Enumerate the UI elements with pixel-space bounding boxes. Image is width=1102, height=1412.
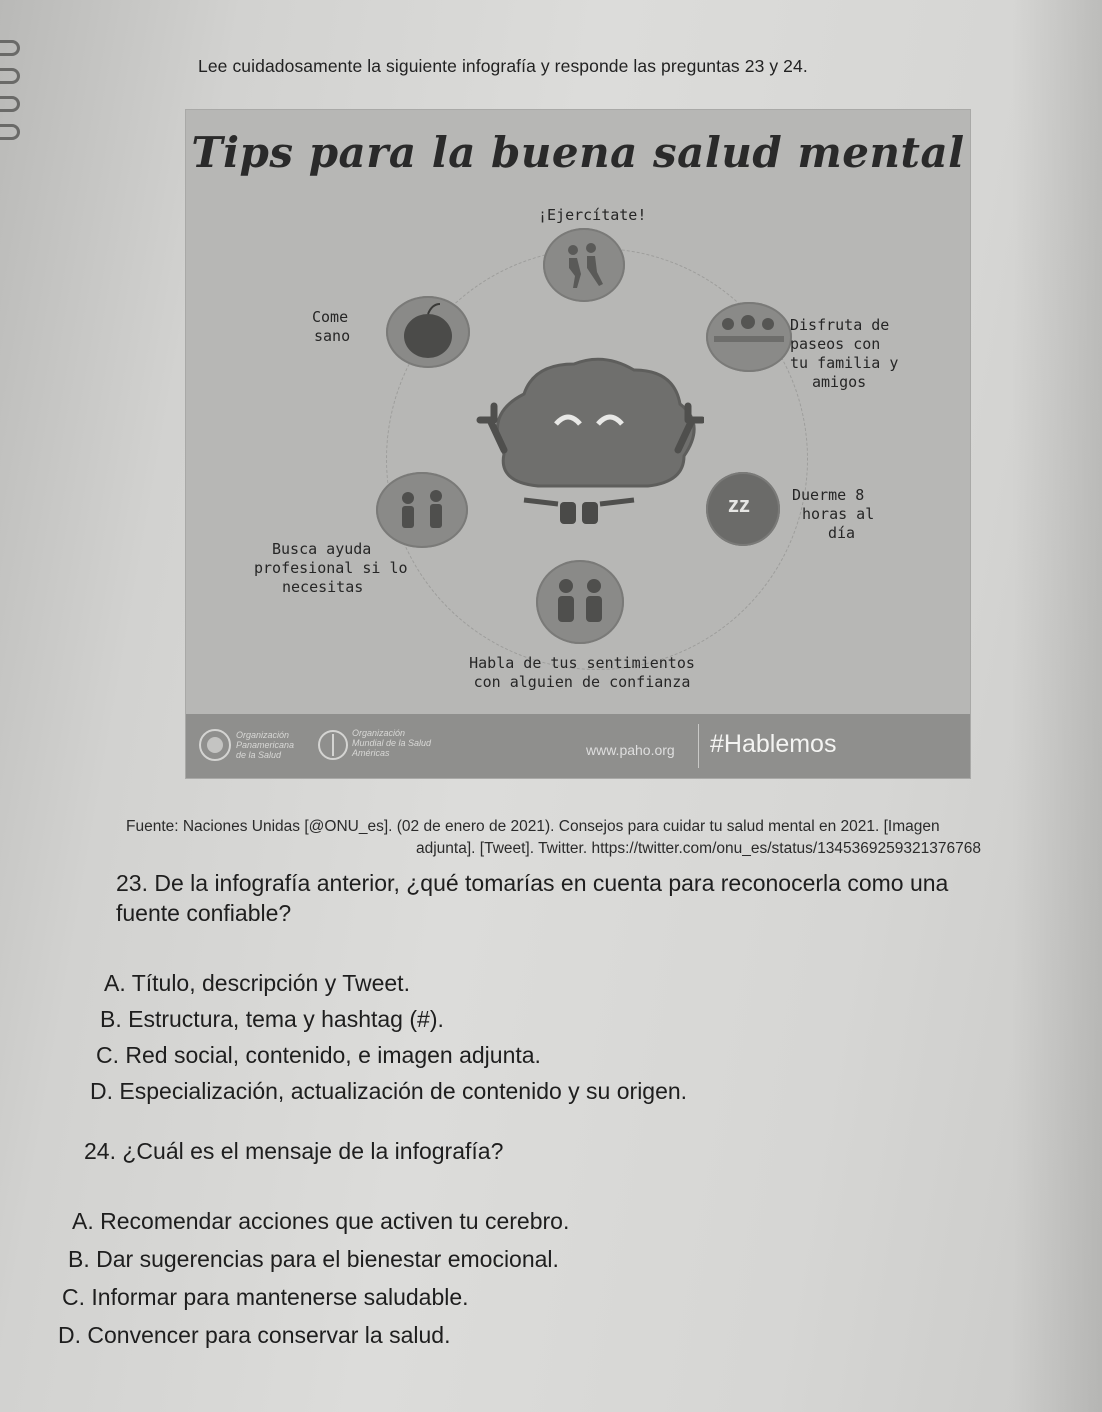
tip-sleep-line: Duerme 8 xyxy=(792,486,865,504)
binder-rings xyxy=(0,0,30,200)
who-logo-icon xyxy=(316,728,350,762)
talk-illustration xyxy=(536,560,624,644)
paho-logo-text xyxy=(236,730,294,760)
tip-eat-label xyxy=(312,308,350,346)
walks-illustration xyxy=(706,302,792,372)
source-citation xyxy=(126,816,1076,860)
binder-ring xyxy=(0,40,20,56)
binder-ring xyxy=(0,96,20,112)
tip-talk-line: Habla de tus sentimientos xyxy=(469,654,695,672)
question-24 xyxy=(84,1136,503,1166)
org-text: Organización xyxy=(236,730,290,740)
paho-url: www.paho.org xyxy=(586,742,675,758)
binder-ring xyxy=(0,124,20,140)
q24-option-d: D. Convencer para conservar la salud. xyxy=(58,1322,451,1348)
question-text: fuente confiable? xyxy=(116,900,292,926)
family-walk-icon xyxy=(706,302,792,372)
tip-exercise-label: ¡Ejercítate! xyxy=(538,206,647,224)
source-line: Fuente: Naciones Unidas [@ONU_es]. (02 de enero de 2021). Consejos para cuidar tu salud mental en 2021. [Imagen xyxy=(126,818,940,835)
org-text: de la Salud xyxy=(236,750,282,760)
question-text: 23. De la infografía anterior, ¿qué tomarías en cuenta para reconocerla como una xyxy=(116,870,949,896)
instruction-text: Lee cuidadosamente la siguiente infografía y responde las preguntas 23 y 24. xyxy=(198,56,808,76)
tip-walks-label xyxy=(790,316,898,392)
apple-icon xyxy=(386,296,470,368)
tip-walks-line: Disfruta de xyxy=(790,316,890,334)
question-23 xyxy=(116,868,948,928)
infographic-title: Tips para la buena salud mental xyxy=(191,128,965,177)
tip-eat-line: Come xyxy=(312,308,349,326)
tip-help-label xyxy=(254,540,408,597)
infographic-footer xyxy=(186,714,970,778)
conversation-icon xyxy=(536,560,624,644)
org-text: Organización xyxy=(352,728,406,738)
tip-help-line: Busca ayuda xyxy=(272,540,372,558)
infographic xyxy=(186,110,970,778)
tip-talk-line: con alguien de confianza xyxy=(473,673,691,691)
q23-option-b: B. Estructura, tema y hashtag (#). xyxy=(100,1006,444,1032)
page-shadow xyxy=(1012,0,1102,1412)
footer-divider xyxy=(698,724,699,768)
tip-help-line: necesitas xyxy=(282,578,364,596)
brain-character xyxy=(474,354,704,532)
question-text: 24. ¿Cuál es el mensaje de la infografía? xyxy=(84,1138,504,1164)
tip-walks-line: amigos xyxy=(812,373,867,391)
professional-help-icon xyxy=(376,472,468,548)
tip-talk-label xyxy=(462,654,702,692)
exercise-illustration xyxy=(543,228,625,302)
q24-option-b: B. Dar sugerencias para el bienestar emocional. xyxy=(68,1246,559,1272)
tip-help-line: profesional si lo xyxy=(254,559,408,577)
sleep-zz-icon: zz xyxy=(728,492,750,517)
q24-option-a: A. Recomendar acciones que activen tu cerebro. xyxy=(72,1208,570,1234)
tip-sleep-line: día xyxy=(828,524,856,542)
tip-walks-line: paseos con xyxy=(790,335,881,353)
tip-eat-line: sano xyxy=(314,327,351,345)
who-logo-text xyxy=(352,728,431,758)
tip-sleep-line: horas al xyxy=(802,505,875,523)
q24-option-c: C. Informar para mantenerse saludable. xyxy=(62,1284,469,1310)
help-illustration xyxy=(376,472,468,548)
source-line: adjunta]. [Tweet]. Twitter. https://twitter.com/onu_es/status/1345369259321376768 xyxy=(416,840,981,857)
sleep-illustration xyxy=(706,472,780,546)
paho-logo-icon xyxy=(198,728,232,762)
binder-ring xyxy=(0,68,20,84)
q23-option-d: D. Especialización, actualización de contenido y su origen. xyxy=(90,1078,688,1104)
q23-option-a: A. Título, descripción y Tweet. xyxy=(104,970,410,996)
runners-icon xyxy=(543,228,625,302)
org-text: Américas xyxy=(352,748,390,758)
org-text: Mundial de la Salud xyxy=(352,738,432,748)
tip-sleep-label xyxy=(792,486,874,543)
eat-illustration xyxy=(386,296,470,368)
hashtag: #Hablemos xyxy=(710,730,837,758)
q23-option-c: C. Red social, contenido, e imagen adjunta. xyxy=(96,1042,541,1068)
tip-walks-line: tu familia y xyxy=(790,354,899,372)
org-text: Panamericana xyxy=(236,740,295,750)
